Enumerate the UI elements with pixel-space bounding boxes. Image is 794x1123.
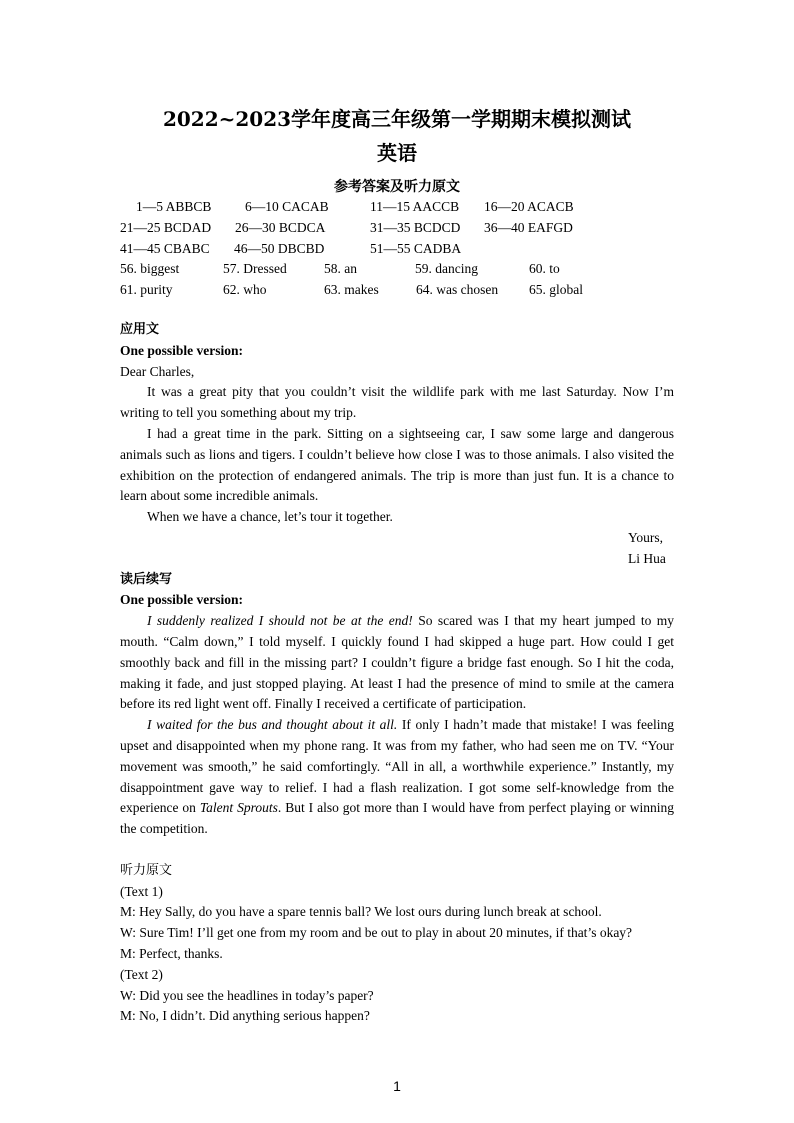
answer-item: 56. biggest	[120, 261, 180, 277]
show-title: Talent Sprouts	[199, 800, 278, 816]
practical-writing-heading: 应用文	[120, 322, 160, 337]
answer-item: 64. was chosen	[416, 282, 499, 298]
story-paragraph	[120, 715, 674, 840]
answer-group: 36—40 EAFGD	[484, 219, 573, 235]
version-label: One possible version:	[120, 342, 244, 358]
answer-group: 11—15 AACCB	[370, 199, 460, 214]
answer-item: 59. dancing	[415, 261, 478, 277]
paragraph-lead: I suddenly realized I should not be at the end!	[147, 613, 413, 629]
paragraph-text: So scared was I that my heart jumped to my mouth. “Calm down,” I told myself. I quickly found I had skipped a huge part. How could I get smoothly back and fill in the missing part? I couldn’t figure a bridge fast enough. So I hit the coda, making it fade, and just stopped playing. At least I had the presence of mind to smile at the camera before its red light went off. Finally I received a certificate of participation.	[120, 613, 674, 712]
answer-item: 62. who	[223, 282, 267, 298]
version-label: One possible version:	[120, 592, 244, 608]
answer-group: 46—50 DBCBD	[234, 240, 325, 256]
answer-group: 26—30 BCDCA	[235, 219, 326, 235]
letter-paragraph: It was a great pity that you couldn’t visit the wildlife park with me last Saturday. Now I’m writing to tell you something about my trip.	[120, 384, 674, 421]
transcript-line: M: Perfect, thanks.	[120, 945, 223, 961]
transcript-line: M: Hey Sally, do you have a spare tennis ball? We lost ours during lunch break at school.	[120, 904, 602, 920]
answer-group: 6—10 CACAB	[245, 199, 329, 214]
answer-group: 41—45 CBABC	[120, 240, 210, 256]
paragraph-lead: I waited for the bus and thought about it all.	[147, 717, 398, 733]
answer-group: 51—55 CADBA	[370, 240, 462, 256]
subject-title: 英语	[377, 141, 417, 165]
listening-heading: 听力原文	[120, 862, 173, 878]
transcript-line: (Text 2)	[120, 966, 163, 982]
transcript-line: W: Did you see the headlines in today’s paper?	[120, 987, 374, 1003]
letter-paragraph: When we have a chance, let’s tour it together.	[147, 509, 393, 525]
answer-item: 65. global	[529, 282, 583, 298]
answer-group: 21—25 BCDAD	[120, 219, 212, 235]
answer-group: 1—5 ABBCB	[136, 199, 212, 214]
letter-paragraph: I had a great time in the park. Sitting on a sightseeing car, I saw some large and dangerous animals such as lions and tigers. I couldn’t believe how close I was to those animals. I also visited the exhibition on the protection of endangered animals. The trip is more than just fun. It is a chance to learn about some incredible animals.	[120, 425, 674, 504]
section-subtitle: 参考答案及听力原文	[334, 179, 460, 195]
story-paragraph	[120, 611, 674, 715]
page-title: 2022~2023学年度高三年级第一学期期末模拟测试	[162, 107, 632, 131]
page-number: 1	[393, 1078, 401, 1094]
transcript-line: W: Sure Tim! I’ll get one from my room and be out to play in about 20 minutes, if that’s okay?	[120, 925, 633, 941]
answer-group: 16—20 ACACB	[484, 199, 574, 214]
paragraph-text: If only I hadn’t made that mistake! I was feeling upset and disappointed when my phone rang. It was from my father, who had seen me on TV. “Your movement was smooth,” he said comfortingly. “All in all, a worthwhile experience.” Instantly, my disappointment gave way to relief. I had a flash realization. I got some self-knowledge from the experience on	[120, 717, 675, 816]
letter-greeting: Dear Charles,	[120, 363, 195, 379]
answer-item: 58. an	[324, 261, 357, 277]
letter-closing: Yours,	[628, 529, 664, 545]
answer-item: 57. Dressed	[223, 261, 287, 277]
answer-item: 60. to	[529, 261, 560, 277]
answer-group: 31—35 BCDCD	[370, 219, 461, 235]
transcript-line: (Text 1)	[120, 883, 163, 899]
continuation-writing-heading: 读后续写	[120, 571, 173, 587]
answer-item: 61. purity	[120, 282, 173, 298]
answer-item: 63. makes	[324, 282, 379, 298]
paragraph-text: . But I also got more than I would have from perfect playing or winning the competition.	[120, 800, 674, 837]
letter-signature: Li Hua	[628, 550, 666, 566]
main-content	[120, 320, 674, 1027]
transcript-line: M: No, I didn’t. Did anything serious happen?	[120, 1008, 370, 1024]
